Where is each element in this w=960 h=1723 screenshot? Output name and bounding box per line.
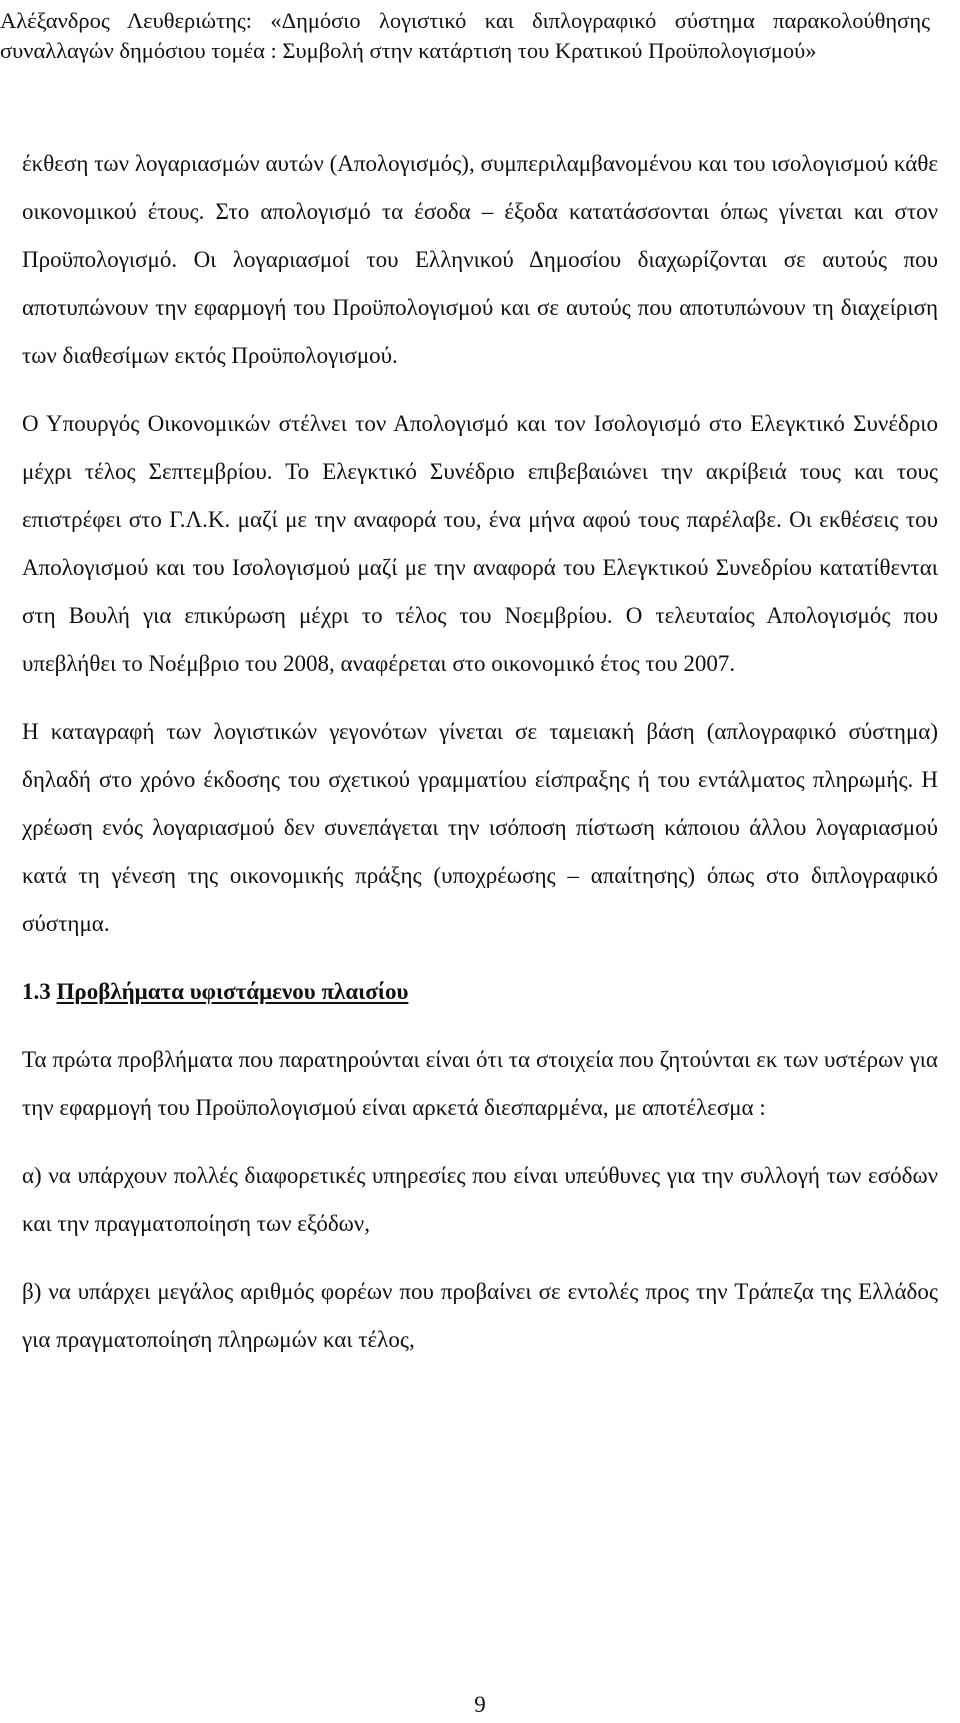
paragraph-problems-intro: Τα πρώτα προβλήματα που παρατηρούνται είναι ότι τα στοιχεία που ζητούνται εκ των υστέρων για την εφαρμογή του Προϋπολογισμού είναι αρκετά διεσπαρμένα, με αποτέλεσμα : [22,1047,938,1120]
running-header: Αλέξανδρος Λευθεριώτης: «Δημόσιο λογιστικό και διπλογραφικό σύστημα παρακολούθησης συναλλαγών δημόσιου τομέα : Συμβολή στην κατάρτιση του Κρατικού Προϋπολογισμού» [0,8,930,63]
section-heading [22,968,938,1016]
paragraph-accounts: έκθεση των λογαριασμών αυτών (Απολογισμός), συμπεριλαμβανομένου και του ισολογισμού κάθε οικονομικού έτους. Στο απολογισμό τα έσοδα – έξοδα κατατάσσονται όπως γίνεται και στον Προϋπολογισμό. Οι λογαριασμοί του Ελληνικού Δημοσίου διαχωρίζονται σε αυτούς που αποτυπώνουν την εφαρμογή του Προϋπολογισμού και σε αυτούς που αποτυπώνουν τη διαχείριση των διαθεσίμων εκτός Προϋπολογισμού. [22,151,938,368]
paragraph-audit: Ο Υπουργός Οικονομικών στέλνει τον Απολογισμό και τον Ισολογισμό στο Ελεγκτικό Συνέδριο μέχρι τέλος Σεπτεμβρίου. Το Ελεγκτικό Συνέδριο επιβεβαιώνει την ακρίβειά τους και τους επιστρέφει στο Γ.Λ.Κ. μαζί με την αναφορά του, ένα μήνα αφού τους παρέλαβε. Οι εκθέσεις του Απολογισμού και του Ισολογισμού μαζί με την αναφορά του Ελεγκτικού Συνεδρίου κατατίθενται στη Βουλή για επικύρωση μέχρι το τέλος του Νοεμβρίου. Ο τελευταίος Απολογισμός που υπεβλήθει το Νοέμβριο του 2008, αναφέρεται στο οικονομικό έτος του 2007. [22,411,938,676]
section-title: Προβλήματα υφιστάμενου πλαισίου [56,979,409,1004]
paragraph-cash-basis: Η καταγραφή των λογιστικών γεγονότων γίνεται σε ταμειακή βάση (απλογραφικό σύστημα) δηλαδή στο χρόνο έκδοσης του σχετικού γραμματίου είσπραξης ή του εντάλματος πληρωμής. Η χρέωση ενός λογαριασμού δεν συνεπάγεται την ισόποση πίστωση κάποιου άλλου λογαριασμού κατά τη γένεση της οικονομικής πράξης (υποχρέωσης – απαίτησης) όπως στο διπλογραφικό σύστημα. [22,719,938,936]
list-item-b: β) να υπάρχει μεγάλος αριθμός φορέων που προβαίνει σε εντολές προς την Τράπεζα της Ελλάδος για πραγματοποίηση πληρωμών και τέλος, [22,1279,938,1352]
body-text [22,140,938,1364]
section-number: 1.3 [22,979,51,1004]
page-number: 9 [474,1692,486,1717]
list-item-a: α) να υπάρχουν πολλές διαφορετικές υπηρεσίες που είναι υπεύθυνες για την συλλογή των εσόδων και την πραγματοποίηση των εξόδων, [22,1163,938,1236]
